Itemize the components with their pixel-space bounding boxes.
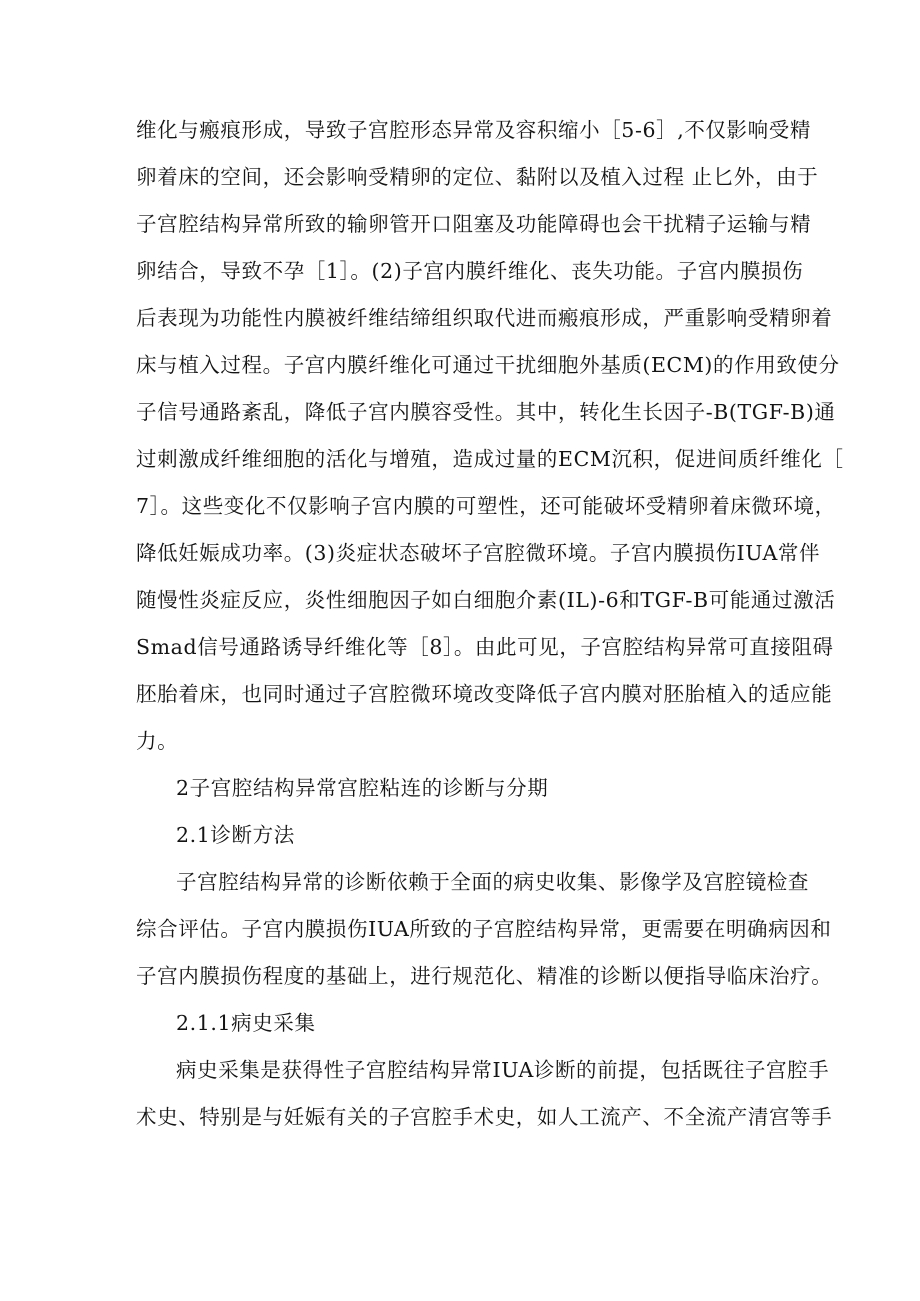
body-text-line: 胚胎着床，也同时通过子宫腔微环境改变降低子宫内膜对胚胎植入的适应能 [136, 682, 833, 706]
body-text-line: 7］。这些变化不仅影响子宫内膜的可塑性，还可能破坏受精卵着床微环境， [136, 494, 836, 518]
body-text-line: 子信号通路紊乱，降低子宫内膜容受性。其中，转化生长因子-B(TGF-B)通 [136, 400, 836, 424]
body-text-line: 卵着床的空间，还会影响受精卵的定位、黏附以及植入过程 止匕外，由于 [136, 165, 819, 189]
body-text-line: 后表现为功能性内膜被纤维结缔组织取代进而瘢痕形成，严重影响受精卵着 [136, 306, 833, 330]
body-text-line: 降低妊娠成功率。(3)炎症状态破坏子宫腔微环境。子宫内膜损伤IUA常伴 [136, 541, 821, 565]
paragraph-first-line: 病史采集是获得性子宫腔结构异常IUA诊断的前提，包括既往子宫腔手 [176, 1058, 830, 1082]
section-heading: 2子宫腔结构异常宫腔粘连的诊断与分期 [176, 776, 549, 800]
body-text-line: 力。 [136, 729, 179, 753]
body-text-line: 子宫腔结构异常所致的输卵管开口阻塞及功能障碍也会干扰精子运输与精 [136, 212, 812, 236]
body-text-line: 术史、特别是与妊娠有关的子宫腔手术史，如人工流产、不全流产清宫等手 [136, 1105, 833, 1129]
paragraph-first-line: 子宫腔结构异常的诊断依赖于全面的病史收集、影像学及宫腔镜检查 [176, 870, 809, 894]
body-text-line: 维化与瘢痕形成，导致子宫腔形态异常及容积缩小［5-6］,不仅影响受精 [136, 118, 811, 142]
body-text-line: 子宫内膜损伤程度的基础上，进行规范化、精准的诊断以便指导临床治疗。 [136, 964, 833, 988]
body-text-line: 随慢性炎症反应，炎性细胞因子如白细胞介素(IL)-6和TGF-B可能通过激活 [136, 588, 836, 612]
subsection-heading: 2.1诊断方法 [176, 823, 295, 847]
body-text-line: 卵结合，导致不孕［1］。(2)子宫内膜纤维化、丧失功能。子宫内膜损伤 [136, 259, 804, 283]
body-text-line: 过刺激成纤维细胞的活化与增殖，造成过量的ECM沉积，促进间质纤维化［ [136, 447, 844, 471]
body-text-line: 床与植入过程。子宫内膜纤维化可通过干扰细胞外基质(ECM)的作用致使分 [136, 353, 840, 377]
body-text-line: Smad信号通路诱导纤维化等［8］。由此可见，子宫腔结构异常可直接阻碍 [136, 635, 834, 659]
body-text-line: 综合评估。子宫内膜损伤IUA所致的子宫腔结构异常，更需要在明确病因和 [136, 917, 832, 941]
subsubsection-heading: 2.1.1病史采集 [176, 1011, 316, 1035]
